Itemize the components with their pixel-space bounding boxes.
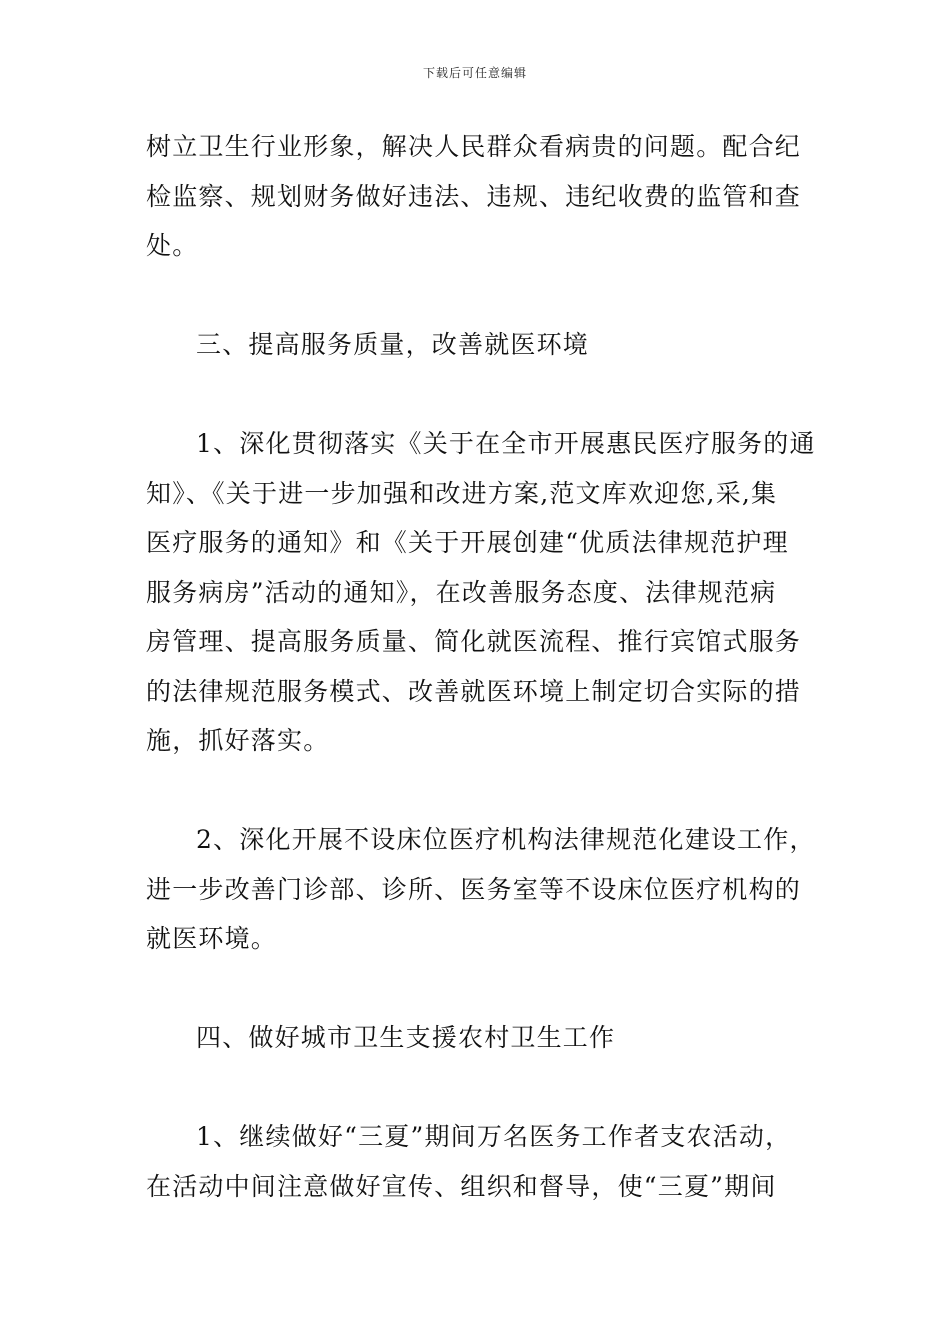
paragraph-item-3-2 — [146, 815, 816, 964]
text-line: 树立卫生行业形象，解决人民群众看病贵的问题。配合纪 — [146, 132, 802, 161]
section-heading-4 — [146, 1013, 806, 1063]
text-line: 1、深化贯彻落实《关于在全市开展惠民医疗服务的通 — [196, 429, 816, 458]
text-line: 在活动中间注意做好宣传、组织和督导，使“三夏”期间 — [146, 1171, 777, 1201]
text-line: 2、深化开展不设床位医疗机构法律规范化建设工作， — [196, 825, 816, 854]
page-header-note: 下载后可任意编辑 — [422, 66, 527, 80]
heading-text: 四、做好城市卫生支援农村卫生工作 — [196, 1023, 616, 1052]
text-line: 知》、《关于进一步加强和改进方案,范文库欢迎您,采,集 — [146, 478, 778, 508]
text-line: 检监察、规划财务做好违法、违规、违纪收费的监管和查 — [146, 181, 802, 211]
paragraph-gap — [146, 964, 806, 1014]
text-line: 施，抓好落实。 — [146, 726, 330, 755]
paragraph-gap — [146, 370, 806, 420]
text-line: 医疗服务的通知》和《关于开展创建“优质法律规范护理 — [146, 528, 789, 557]
text-line: 处。 — [146, 231, 199, 260]
text-line: 服务病房”活动的通知》，在改善服务态度、法律规范病 — [146, 577, 777, 607]
paragraph-gap — [146, 1063, 806, 1113]
paragraph-gap — [146, 271, 806, 321]
paragraph-continuation — [146, 122, 806, 271]
text-line: 1、继续做好“三夏”期间万名医务工作者支农活动， — [196, 1122, 792, 1151]
section-heading-3 — [146, 320, 806, 370]
text-line: 房管理、提高服务质量、简化就医流程、推行宾馆式服务 — [146, 627, 802, 656]
document-body — [146, 122, 816, 1211]
text-line: 进一步改善门诊部、诊所、医务室等不设床位医疗机构的 — [146, 874, 802, 904]
paragraph-gap — [146, 766, 806, 816]
paragraph-item-3-1 — [146, 419, 816, 766]
paragraph-item-4-1 — [146, 1112, 806, 1211]
text-line: 就医环境。 — [146, 924, 278, 953]
heading-text: 三、提高服务质量，改善就医环境 — [196, 330, 590, 359]
text-line: 的法律规范服务模式、改善就医环境上制定切合实际的措 — [146, 676, 802, 706]
